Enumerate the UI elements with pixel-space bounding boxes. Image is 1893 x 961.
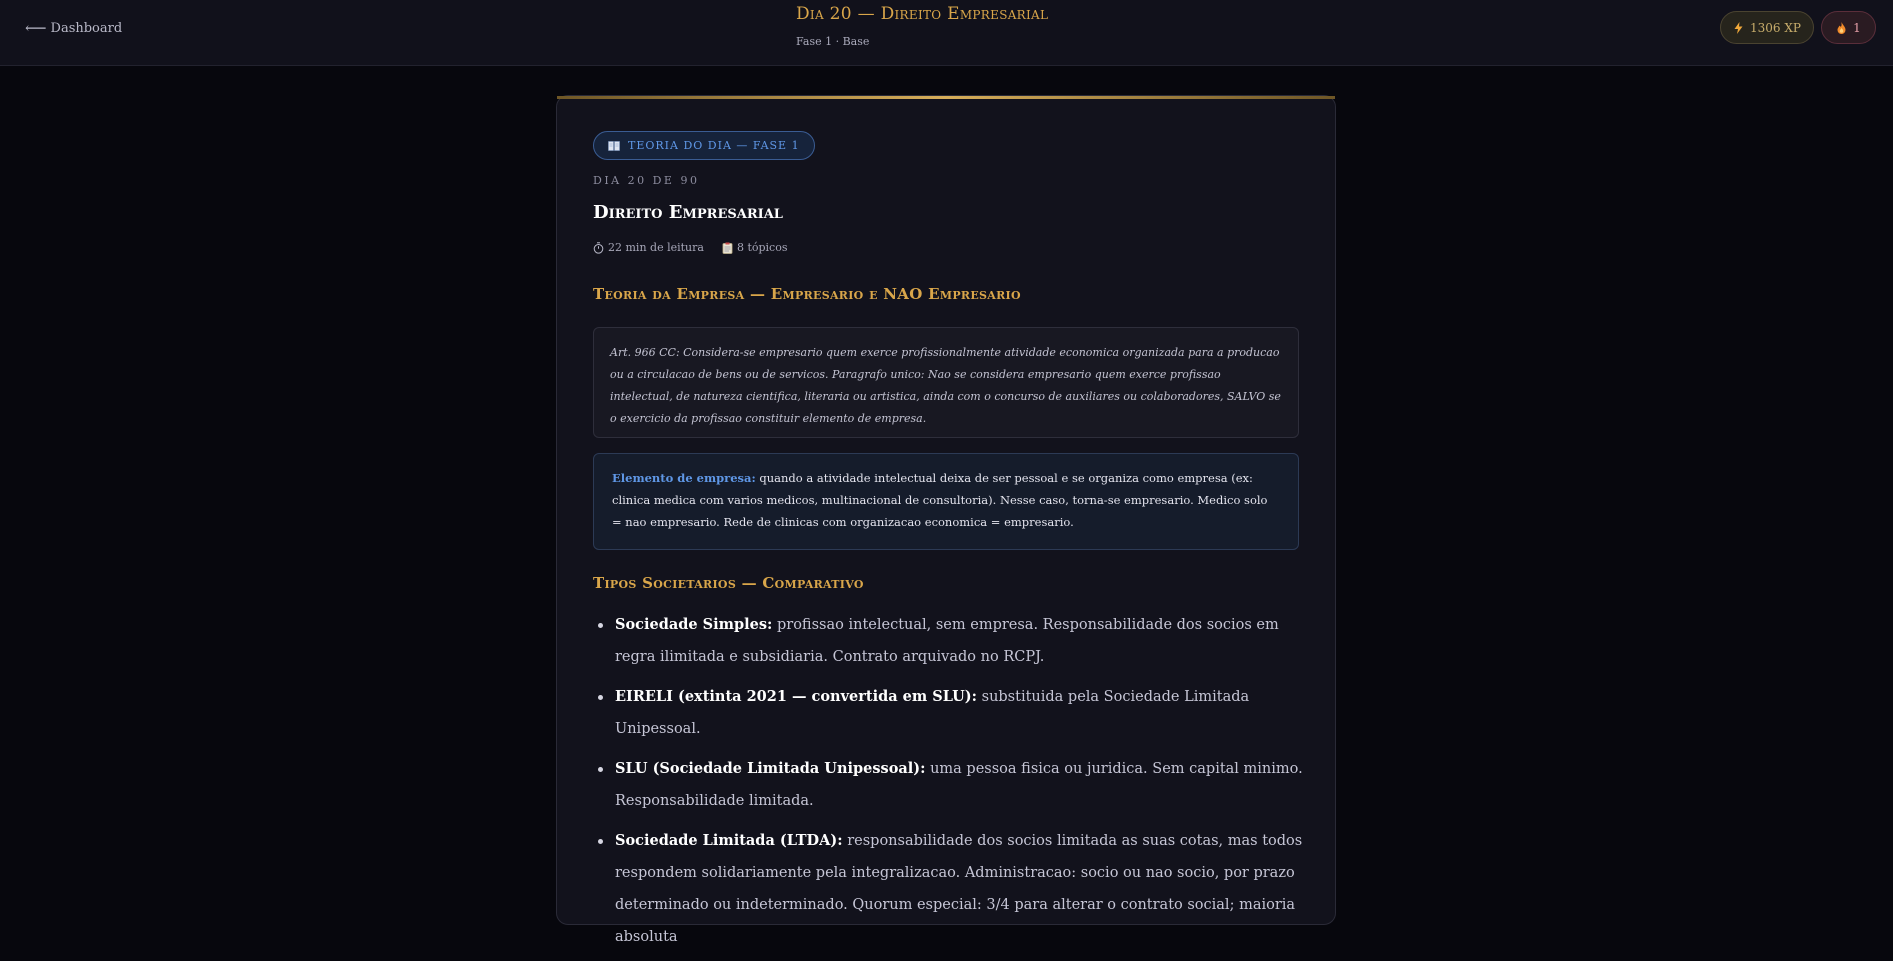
list-item: [593, 681, 1303, 745]
topics-count-label: 8 tópicos: [736, 241, 788, 254]
day-progress-label: DIA 20 DE 90: [593, 174, 700, 187]
list-item: [593, 825, 1303, 953]
xp-badge[interactable]: [1720, 11, 1814, 44]
info-callout-text: quando a atividade intelectual deixa de ser pessoal e se organiza como empresa (ex: clinica medica com varios medicos, multinacional de consultoria). Nesse caso, torna-se empresario. Medico solo = nao empresario. Rede de clinicas com organizacao economica = empresario.: [612, 471, 1268, 529]
read-time: [593, 241, 704, 254]
clipboard-icon: [722, 242, 733, 254]
list-item-text: uma pessoa fisica ou juridica. Sem capital minimo. Responsabilidade limitada.: [615, 761, 1303, 809]
section-heading-tipos: Tipos Societarios — Comparativo: [593, 574, 864, 592]
info-callout: [593, 453, 1299, 550]
section-heading-teoria: Teoria da Empresa — Empresario e NAO Empresario: [593, 285, 1021, 303]
tipos-societarios-list: [593, 609, 1303, 961]
list-item-term: Sociedade Limitada (LTDA):: [615, 832, 843, 849]
list-item: [593, 753, 1303, 817]
top-bar: [0, 0, 1893, 66]
lesson-meta: [593, 241, 787, 254]
book-icon: [608, 141, 620, 151]
stopwatch-icon: [593, 242, 604, 254]
list-item-text: profissao intelectual, sem empresa. Responsabilidade dos socios em regra ilimitada e subsidiaria. Contrato arquivado no RCPJ.: [615, 617, 1279, 665]
badge-label: TEORIA DO DIA — FASE 1: [628, 139, 800, 152]
flame-icon: [1836, 22, 1847, 34]
back-label: Dashboard: [50, 20, 123, 36]
list-item-term: SLU (Sociedade Limitada Unipessoal):: [615, 760, 926, 777]
list-item-term: EIRELI (extinta 2021 — convertida em SLU):: [615, 688, 978, 705]
info-callout-term: Elemento de empresa:: [612, 471, 756, 485]
list-item-text: substituida pela Sociedade Limitada Unipessoal.: [615, 689, 1250, 737]
card-accent-line: [557, 96, 1335, 99]
streak-value: 1: [1853, 20, 1861, 35]
lightning-icon: [1733, 22, 1744, 34]
streak-badge[interactable]: [1821, 11, 1876, 44]
xp-value: 1306 XP: [1750, 20, 1801, 35]
arrow-left-icon: ⟵: [25, 19, 47, 37]
topics-count: [722, 241, 788, 254]
list-item-text: responsabilidade dos socios limitada as suas cotas, mas todos respondem solidariamente pela integralizacao. Administracao: socio ou nao socio, por prazo determinado ou indeterminado. Quorum especial: 3/4 para alterar o contrato social; maioria absoluta: [615, 833, 1303, 945]
back-to-dashboard-link[interactable]: [25, 19, 122, 37]
list-item: [593, 609, 1303, 673]
page-title: Dia 20 — Direito Empresarial: [796, 4, 1049, 24]
page-subtitle: Fase 1 · Base: [796, 35, 870, 48]
law-quote-text: Art. 966 CC: Considera-se empresario quem exerce profissionalmente atividade economica organizada para a producao ou a circulacao de bens ou de servicos. Paragrafo unico: Nao se considera empresario quem exerce profissao intelectual, de natureza cientifica, literaria ou artistica, ainda com o concurso de auxiliares ou colaboradores, SALVO se o exercicio da profissao constituir elemento de empresa.: [610, 346, 1281, 425]
lesson-badge: [593, 131, 815, 160]
list-item-term: Sociedade Simples:: [615, 616, 773, 633]
read-time-label: 22 min de leitura: [608, 241, 704, 254]
law-quote-box: [593, 327, 1299, 438]
lesson-card: [556, 95, 1336, 945]
lesson-title: Direito Empresarial: [593, 202, 783, 223]
